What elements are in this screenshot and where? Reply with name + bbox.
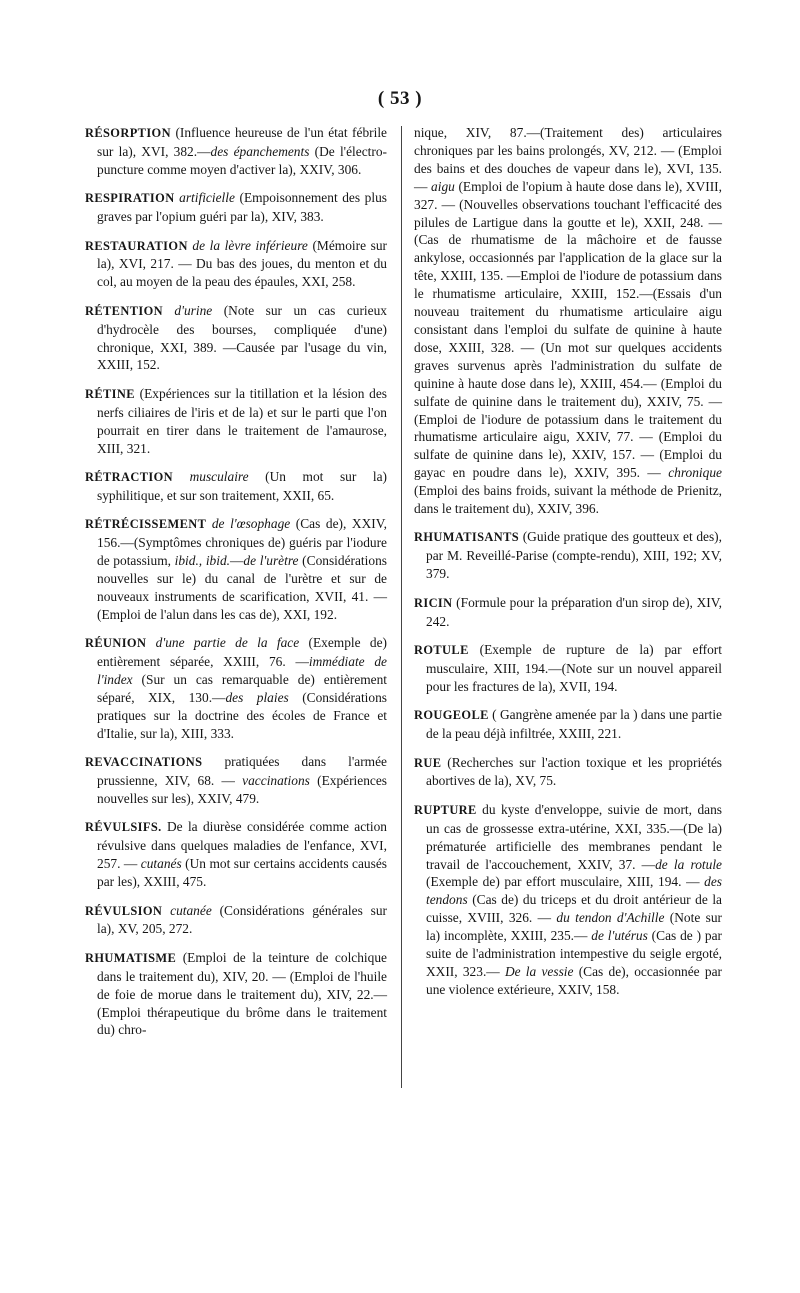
- entry-text: (Expériences nouvelles sur les), XXIV, 479.: [97, 773, 387, 806]
- entry-text: (Exemple de) par effort musculaire, XIII, 194. —: [426, 874, 705, 890]
- index-entry: [85, 468, 387, 505]
- entry-headword: RESTAURATION: [85, 238, 188, 253]
- entry-italic-text: de l'urètre: [243, 553, 299, 569]
- index-entry: [85, 949, 387, 1040]
- entry-text: (De l'électro-puncture comme moyen d'activer la), XXIV, 306.: [97, 143, 387, 177]
- entry-headword: RÉTINE: [85, 386, 135, 401]
- index-entry: [85, 818, 387, 891]
- entry-headword: RÉTENTION: [85, 303, 163, 318]
- entry-headword: ROUGEOLE: [414, 708, 489, 723]
- index-entry: [85, 385, 387, 458]
- entry-text: pratiquées dans l'armée prussienne, XIV, 68. —: [97, 754, 387, 789]
- entry-headword: RÉVULSIFS.: [85, 820, 162, 835]
- entry-italic-text: d'urine: [174, 302, 213, 318]
- entry-text: (Expériences sur la titillation et la lésion des nerfs ciliaires de l'iris et de la) et sur le parti que l'on pourrait en tirer dans le traitement de l'amaurose, XIII, 321.: [97, 385, 387, 456]
- entry-text: (Cas de), occasionnée par une violence extérieure, XXIV, 158.: [426, 963, 722, 997]
- index-entry: [414, 754, 722, 791]
- index-entry: [85, 189, 387, 226]
- entry-headword: RUPTURE: [414, 802, 477, 817]
- entry-text: (Cas de) du triceps et du droit antérieur de la cuisse, XVIII, 326. —: [426, 892, 722, 926]
- index-entry: [85, 634, 387, 742]
- entry-text: [146, 635, 155, 650]
- entry-headword: RÉUNION: [85, 636, 147, 651]
- entry-text: (Influence heureuse de l'un état fébrile sur la), XVI, 382.—: [97, 125, 387, 159]
- entry-text: (Note sur un cas curieux d'hydrocèle des bourses, compliquée d'une) chronique, XXI, 389. —Causée par l'usage du vin, XXIII, 152.: [97, 302, 387, 373]
- entry-italic-text: De la vessie: [504, 963, 574, 979]
- entry-headword: RÉTRACTION: [85, 470, 173, 484]
- entry-text: (Considérations nouvelles sur le) du canal de l'urètre et sur de nouveaux instruments de scarification, XVII, 41. — (Emploi de l'alun dans les cas de), XXI, 192.: [97, 553, 387, 622]
- index-entry: [414, 124, 722, 518]
- entry-text: [163, 303, 174, 318]
- entry-text: (Emploi de l'opium à haute dose dans le), XVIII, 327. — (Nouvelles observations touchant l'efficacité des pilules de Lartigue dans la goutte et le), XXII, 248. — (Cas de rhumatisme de la mâchoire et de fausse ankylose, occasionnés par l'application de la glace sur la tête, XXIII, 135. —Emploi de l'iodure de potassium dans le rhumatisme articulaire, XXIII, 152.—(Essais d'un nouveau traitement du rhumatisme articulaire aigu consistant dans l'emploi du sulfate de quinine à haute dose, XXIII, 328. — (Un mot sur quelques accidents graves survenus après l'administration du sulfate de quinine à haute dose dans le), XXIII, 454.— (Emploi du sulfate de quinine dans le traitement du), XXIV, 75. — (Emploi de l'iodure de potassium dans le traitement du rhumatisme articulaire aigu, XXIV, 77. — (Emploi du sulfate de quinine dans le), XXIV, 157. — (Emploi du gayac en poudre dans le), XXIV, 395. —: [414, 178, 722, 481]
- entry-text: —: [230, 553, 244, 569]
- entry-italic-text: chronique: [668, 465, 722, 481]
- entry-text: (Exemple de) entièrement séparée, XXIII, 76. —: [97, 635, 387, 670]
- entry-text: De la diurèse considérée comme action révulsive dans quelques maladies de l'enfance, XVI, 257. —: [97, 819, 387, 872]
- entry-italic-text: cutanée: [170, 902, 212, 918]
- entry-text: (Considérations pratiques sur la doctrine des écoles de France et d'Italie, sur la), XIII, 333.: [97, 689, 387, 741]
- entry-headword: RHUMATISANTS: [414, 530, 520, 545]
- entry-headword: RUE: [414, 755, 442, 770]
- entry-text: [162, 903, 170, 918]
- index-entry: [85, 302, 387, 375]
- entry-text: (Exemple de rupture de la) par effort musculaire, XIII, 194.—(Note sur un nouvel appareil pour les fractures de la), XVII, 194.: [426, 641, 722, 694]
- entry-text: du kyste d'enveloppe, suivie de mort, dans un cas de grossesse extra-utérine, XXI, 335.—(De la) prématurée artificielle des membranes pendant le travail de l'accouchement, XXIV, 37. —: [426, 801, 722, 872]
- index-entry: [85, 515, 387, 623]
- entry-text: (Emploi des bains froids, suivant la méthode de Prienitz, dans le traitement du), XXIV, 396.: [414, 483, 722, 517]
- index-entry: [414, 801, 722, 999]
- entry-italic-text: artificielle: [179, 190, 235, 206]
- entry-italic-text: du tendon d'Achille: [556, 910, 665, 926]
- entry-text: (Recherches sur l'action toxique et les propriétés abortives de la), XV, 75.: [426, 754, 722, 789]
- index-entry: [85, 124, 387, 179]
- index-entry: [414, 528, 722, 583]
- entry-text: ( Gangrène amenée par la ) dans une partie de la peau déjà infiltrée, XXIII, 221.: [426, 707, 722, 742]
- entry-headword: RESPIRATION: [85, 191, 175, 206]
- entry-italic-text: de la lèvre inférieure: [192, 237, 308, 253]
- entry-text: (Mémoire sur la), XVI, 217. — Du bas des joues, du menton et du col, au moyen de la peau des épaules, XXI, 258.: [97, 237, 387, 290]
- entry-italic-text: immédiate de l'index: [97, 654, 387, 688]
- entry-text: (Empoisonnement des plus graves par l'opium guéri par la), XIV, 383.: [97, 190, 387, 225]
- entry-italic-text: musculaire: [189, 469, 249, 484]
- entry-italic-text: ibid., ibid.: [174, 553, 230, 569]
- entry-text: (Cas de ) par suite de l'administration intempestive du seigle ergoté, XXII, 323.—: [426, 928, 722, 979]
- entry-headword: REVACCINATIONS: [85, 755, 203, 770]
- index-entry: [85, 753, 387, 808]
- entry-text: (Note sur la) incomplète, XXIII, 235.—: [426, 910, 722, 944]
- index-entry: [85, 902, 387, 939]
- entry-italic-text: vaccinations: [242, 773, 310, 789]
- entry-text: (Un mot sur certains accidents causés par les), XXIII, 475.: [97, 856, 387, 890]
- column-divider: [401, 126, 402, 1088]
- entry-italic-text: de la rotule: [655, 856, 722, 872]
- entry-text: (Emploi de la teinture de colchique dans le traitement du), XIV, 20. — (Emploi de l'huile de foie de morue dans le traitement du), XIV, 22.— (Emploi thérapeutique du brôme dans le traitement du) chro-: [97, 949, 387, 1038]
- index-column-right: [414, 124, 722, 1009]
- entry-text: (Formule pour la préparation d'un sirop de), XIV, 242.: [426, 594, 722, 629]
- index-entry: [414, 594, 722, 631]
- entry-text: [173, 469, 190, 484]
- entry-text: (Un mot sur la) syphilitique, et sur son traitement, XXII, 65.: [97, 469, 387, 503]
- page-number: ( 53 ): [377, 88, 423, 109]
- entry-headword: RICIN: [414, 595, 453, 610]
- index-entry: [85, 237, 387, 292]
- entry-italic-text: des plaies: [225, 689, 289, 705]
- entry-text: nique, XIV, 87.—(Traitement des) articulaires chroniques par les bains prolongés, XV, 212. — (Emploi des bains et des douches de vapeur dans le), XVI, 135. —: [414, 125, 722, 194]
- index-column-left: [85, 124, 387, 1050]
- entry-headword: RÉTRÉCISSEMENT: [85, 517, 207, 532]
- entry-text: (Cas de), XXIV, 156.—(Symptômes chroniques de) guéris par l'iodure de potassium,: [97, 516, 387, 569]
- entry-text: (Sur un cas remarquable de) entièrement séparé, XIX, 130.—: [97, 672, 387, 705]
- index-entry: [414, 641, 722, 696]
- entry-italic-text: cutanés: [140, 856, 182, 872]
- index-entry: [414, 706, 722, 743]
- entry-headword: ROTULE: [414, 642, 469, 657]
- entry-italic-text: d'une partie de la face: [155, 635, 300, 651]
- entry-headword: RÉVULSION: [85, 903, 163, 918]
- entry-italic-text: des tendons: [426, 874, 722, 908]
- entry-headword: RÉSORPTION: [85, 126, 171, 140]
- entry-text: (Considérations générales sur la), XV, 205, 272.: [97, 902, 387, 937]
- entry-italic-text: de l'œsophage: [211, 516, 291, 532]
- entry-italic-text: aigu: [431, 178, 455, 194]
- entry-italic-text: de l'utérus: [591, 928, 648, 944]
- entry-italic-text: des épanchements: [210, 143, 310, 159]
- entry-headword: RHUMATISME: [85, 950, 177, 965]
- entry-text: (Guide pratique des goutteux et des), par M. Reveillé-Parise (compte-rendu), XIII, 192; XV, 379.: [426, 529, 722, 582]
